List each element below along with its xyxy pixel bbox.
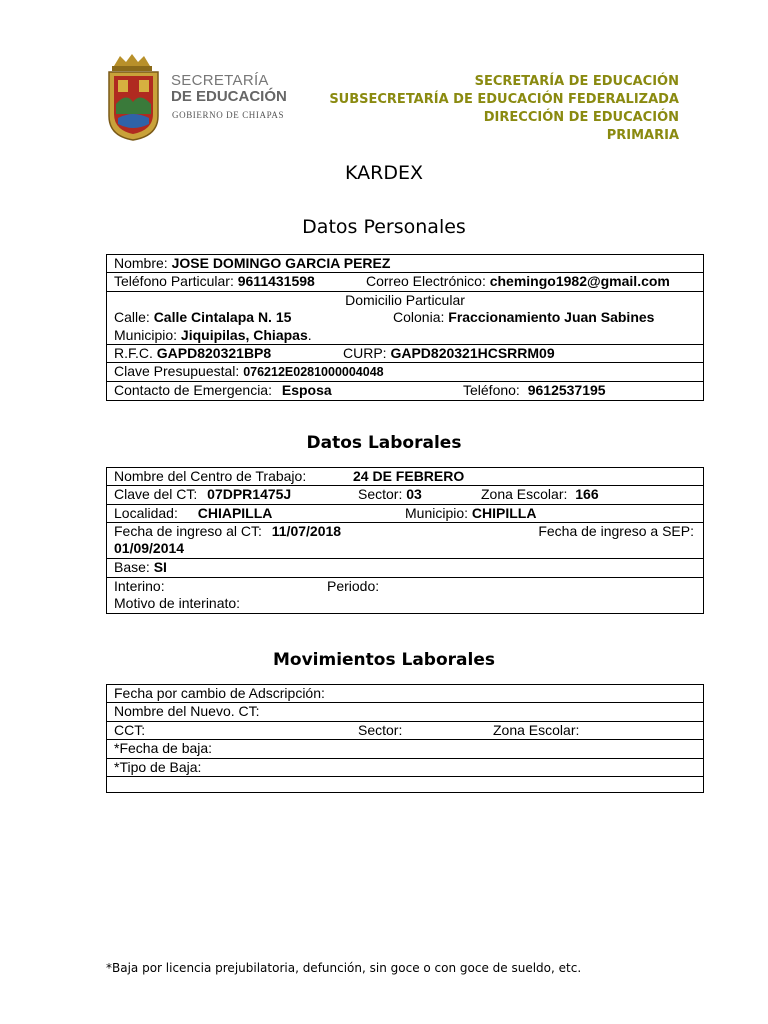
table-row [107, 523, 704, 559]
table-row [107, 685, 704, 703]
field-label: Nombre del Centro de Trabajo: [114, 468, 307, 484]
logo-line-1: SECRETARÍA [171, 72, 269, 89]
field-label: Correo Electrónico: [366, 273, 486, 290]
field-label: *Fecha de baja: [114, 740, 213, 757]
field-label: Sector: [358, 486, 403, 503]
rfc-value: GAPD820321BP8 [156, 344, 272, 361]
table-row [107, 255, 704, 273]
field-label: Teléfono: [463, 382, 520, 399]
table-row [107, 309, 704, 326]
table-row [107, 740, 704, 758]
table-row [107, 776, 704, 792]
table-row [107, 468, 704, 486]
section-heading-movements: Movimientos Laborales [272, 650, 495, 670]
field-label: Teléfono Particular: [114, 273, 234, 290]
field-label: Periodo: [327, 577, 380, 594]
header-line-3: DIRECCIÓN DE EDUCACIÓN [483, 110, 679, 125]
table-row [107, 344, 704, 362]
header-line-4: PRIMARIA [606, 128, 679, 143]
field-label: Localidad: [114, 504, 178, 521]
colonia-value: Fraccionamiento Juan Sabines [448, 309, 655, 326]
ct-entry-date-value: 11/07/2018 [271, 523, 342, 540]
work-data-table [106, 467, 704, 614]
work-municipio-value: CHIPILLA [471, 504, 537, 521]
street-value: Calle Cintalapa N. 15 [153, 309, 292, 326]
budget-key-value: 076212E0281000004048 [243, 365, 384, 380]
field-label: Base: [114, 559, 150, 576]
header-line-2: SUBSECRETARÍA DE EDUCACIÓN FEDERALIZADA [329, 92, 679, 107]
address-heading: Domicilio Particular [345, 291, 465, 308]
email-value: chemingo1982@gmail.com [489, 273, 670, 290]
field-label: Nombre del Nuevo. CT: [114, 703, 260, 720]
table-row [107, 703, 704, 721]
sep-entry-date-value: 01/09/2014 [114, 540, 185, 557]
table-row [107, 291, 704, 309]
curp-value: GAPD820321HCSRRM09 [390, 344, 555, 361]
field-label: CCT: [114, 721, 146, 738]
table-row: Municipio: Jiquipilas, Chiapas. [107, 327, 704, 345]
table-row [107, 577, 704, 613]
municipio-value: Jiquipilas, Chiapas [180, 326, 308, 343]
field-label: Colonia: [393, 309, 445, 326]
movements-table [106, 684, 704, 793]
base-value: SI [153, 559, 167, 576]
table-row [107, 273, 704, 291]
logo-line-3: GOBIERNO DE CHIAPAS [172, 110, 285, 120]
name-value: JOSE DOMINGO GARCIA PEREZ [171, 255, 391, 271]
header-line-1: SECRETARÍA DE EDUCACIÓN [474, 74, 679, 89]
institution-header [329, 73, 679, 145]
table-row [107, 721, 704, 739]
field-label: Clave del CT: [114, 486, 198, 503]
emergency-contact-value: Esposa [281, 382, 332, 399]
field-label: CURP: [343, 344, 387, 361]
field-label: Calle: [114, 309, 150, 326]
ct-key-value: 07DPR1475J [207, 486, 292, 503]
field-label: Municipio: [405, 504, 469, 521]
field-label: R.F.C. [114, 344, 153, 361]
table-row [107, 363, 704, 382]
field-label: Municipio: [114, 326, 178, 343]
emergency-phone-value: 9612537195 [527, 382, 606, 399]
field-label: *Tipo de Baja: [114, 758, 202, 775]
footnote: *Baja por licencia prejubilatoria, defunción, sin goce o con goce de sueldo, etc. [106, 961, 582, 975]
field-label: Nombre: [114, 255, 168, 271]
table-row [107, 504, 704, 522]
field-label: Fecha de ingreso a SEP: [538, 523, 694, 540]
field-label: Clave Presupuestal: [114, 363, 240, 380]
field-label: Interino: [114, 577, 165, 594]
field-label: Contacto de Emergencia: [114, 382, 272, 399]
field-label: Sector: [358, 721, 403, 738]
section-heading-laboral: Datos Laborales [306, 433, 462, 453]
field-label: Fecha por cambio de Adscripción: [114, 685, 325, 701]
table-row [107, 382, 704, 400]
field-label: Zona Escolar: [493, 721, 580, 738]
personal-data-table [106, 254, 704, 401]
field-label: Fecha de ingreso al CT: [114, 523, 262, 540]
sector-value: 03 [406, 486, 422, 503]
zone-value: 166 [575, 486, 599, 503]
chiapas-education-logo [106, 52, 290, 144]
logo-line-2: DE EDUCACIÓN [171, 88, 287, 105]
section-heading-personal: Datos Personales [302, 216, 466, 238]
table-row [107, 559, 704, 577]
page-title: KARDEX [345, 162, 423, 184]
field-label: Motivo de interinato: [114, 594, 241, 611]
table-row [107, 758, 704, 776]
field-label: Zona Escolar: [481, 486, 568, 503]
table-row [107, 486, 704, 504]
phone-value: 9611431598 [237, 273, 315, 290]
work-center-value: 24 DE FEBRERO [353, 468, 465, 484]
locality-value: CHIAPILLA [197, 504, 273, 521]
